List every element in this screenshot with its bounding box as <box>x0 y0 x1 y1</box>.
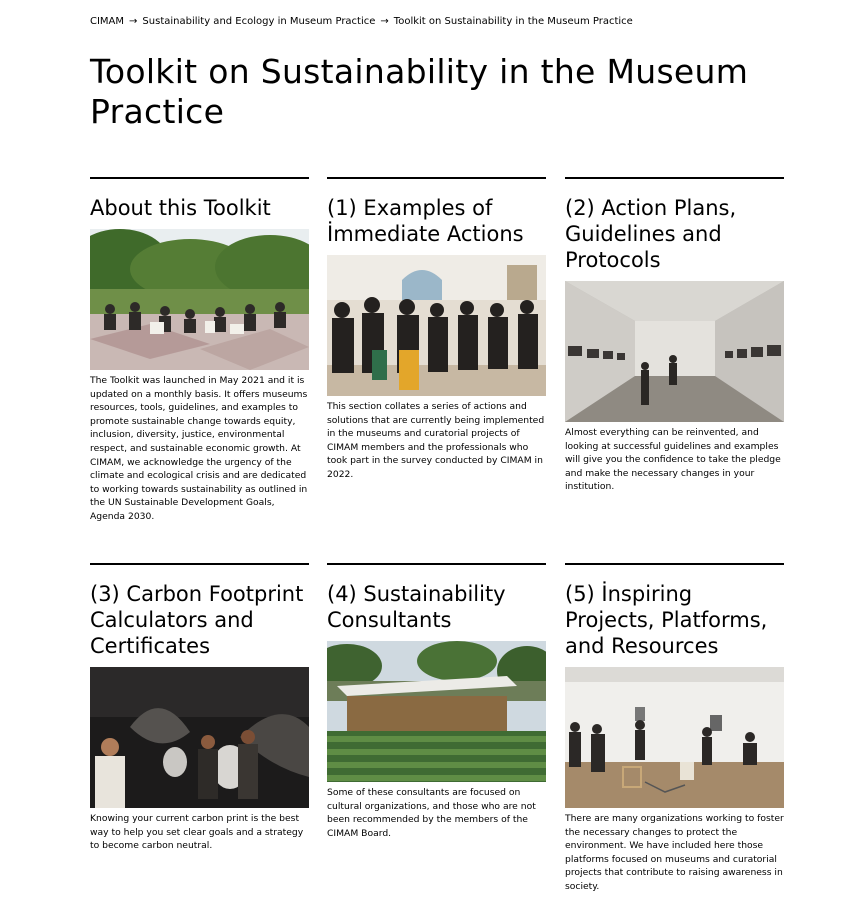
card-image[interactable] <box>327 641 546 782</box>
crowd-in-gallery-photo <box>327 255 546 396</box>
garden-pavilion-photo <box>327 641 546 782</box>
card-description: Knowing your current carbon print is the best way to help you set clear goals and a strategy to become carbon neutral. <box>90 813 304 852</box>
card-title-link[interactable]: (3) Carbon Footprint Calculators and Certificates <box>90 582 304 658</box>
card-title-link[interactable]: (1) Examples of İmmediate Actions <box>327 196 524 246</box>
long-gallery-hall-photo <box>565 281 784 422</box>
toolkit-card-examples <box>327 177 546 482</box>
card-image[interactable] <box>327 255 546 396</box>
card-description: This section collates a series of actions and solutions that are currently being implemented in the museums and curatorial projects of CIMAM members and the professionals who took part in the survey conducted by CIMAM in 2022. <box>327 401 545 480</box>
toolkit-card-about <box>90 177 309 524</box>
breadcrumb-link-cimam[interactable]: CIMAM <box>90 16 125 27</box>
card-image[interactable] <box>565 667 784 808</box>
card-image[interactable] <box>90 229 309 370</box>
breadcrumb <box>90 15 633 29</box>
toolkit-card-carbon <box>90 563 309 853</box>
card-description: The Toolkit was launched in May 2021 and it is updated on a monthly basis. It offers museums resources, tools, guidelines, and examples to promote sustainable change towards equity, inclusion, diversity, justice, environmental respect, and sustainable economic growth. At CIMAM, we acknowledge the urgency of the climate and ecological crisis and are dedicated to working towards sustainability as outlined in the UN Sustainable Development Goals, Agenda 2030. <box>90 375 308 522</box>
card-title-link[interactable]: (5) İnspiring Projects, Platforms, and Resources <box>565 582 768 658</box>
visitors-with-sculpture-photo <box>90 667 309 808</box>
toolkit-card-consultants <box>327 563 546 840</box>
card-title-link[interactable]: (4) Sustainability Consultants <box>327 582 506 632</box>
group-seated-outdoors-photo <box>90 229 309 370</box>
card-image[interactable] <box>565 281 784 422</box>
arrow-right-icon: → <box>380 16 389 27</box>
white-gallery-performance-photo <box>565 667 784 808</box>
toolkit-card-action-plans <box>565 177 784 494</box>
card-image[interactable] <box>90 667 309 808</box>
breadcrumb-current: Toolkit on Sustainability in the Museum Practice <box>393 16 633 27</box>
card-description: Almost everything can be reinvented, and looking at successful guidelines and examples will give you the confidence to take the pledge and make the necessary changes in your institution. <box>565 427 781 493</box>
card-title-link[interactable]: About this Toolkit <box>90 196 271 220</box>
arrow-right-icon: → <box>129 16 138 27</box>
card-description: Some of these consultants are focused on cultural organizations, and those who are not been recommended by the members of the CIMAM Board. <box>327 787 536 839</box>
breadcrumb-link-sustainability[interactable]: Sustainability and Ecology in Museum Practice <box>142 16 376 27</box>
toolkit-card-inspiring <box>565 563 784 894</box>
page-title: Toolkit on Sustainability in the Museum Practice <box>90 52 749 131</box>
card-title-link[interactable]: (2) Action Plans, Guidelines and Protocols <box>565 196 737 272</box>
card-description: There are many organizations working to foster the necessary changes to protect the environment. We have included here those platforms focused on museums and curatorial projects that contribute to raising awareness in society. <box>565 813 784 892</box>
